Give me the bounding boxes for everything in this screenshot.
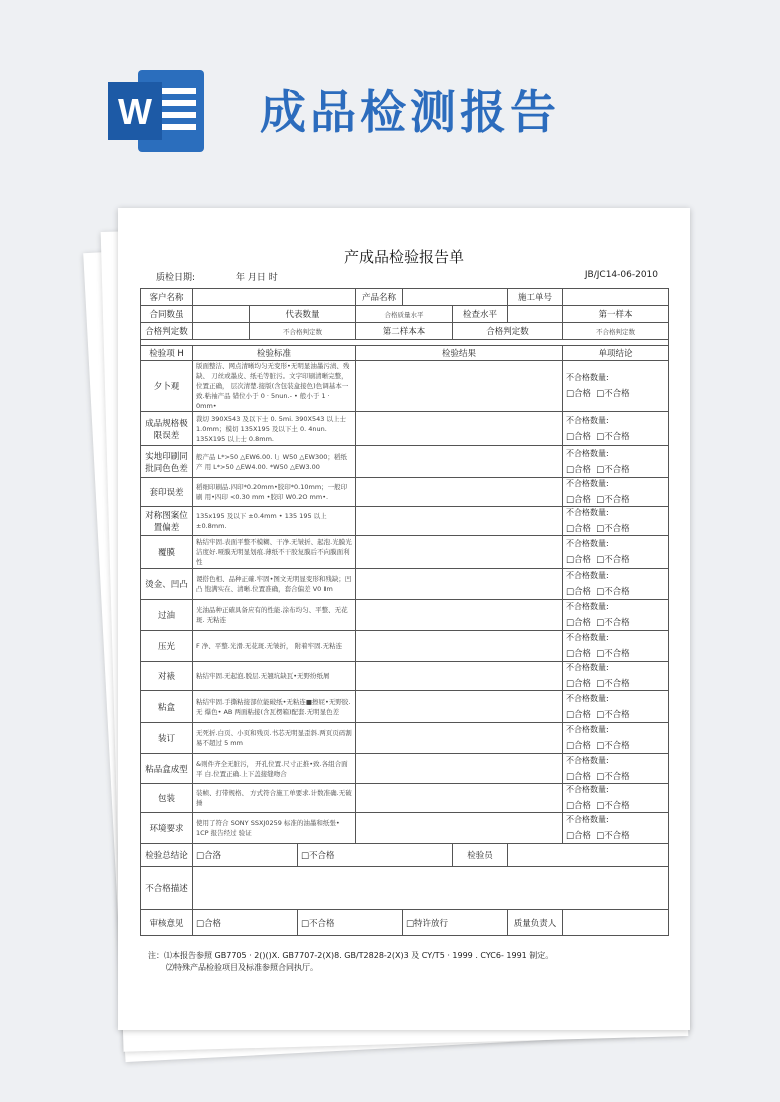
item-conclusion-cell — [563, 446, 669, 478]
inspection-item-name: 包装 — [141, 784, 193, 813]
item-pass-checkbox[interactable]: □合格 — [566, 555, 592, 565]
fail-count-label: 不合格数量: — [566, 539, 609, 548]
item-pass-checkbox[interactable]: □合格 — [566, 709, 592, 720]
inspection-item-name: 覆膜 — [141, 536, 193, 569]
item-conclusion-options — [566, 613, 665, 629]
inspection-item-row — [141, 536, 669, 569]
item-conclusion-options — [566, 767, 665, 783]
inspection-standard-text: 装帧、打带规格、 方式符合施工单要求.计数准确.无破捶 — [193, 784, 356, 813]
item-fail-checkbox[interactable]: □不合格 — [596, 618, 630, 628]
item-conclusion-cell — [563, 813, 669, 844]
inspection-item-row — [141, 691, 669, 723]
inspection-standard-text: 般产品 L*>50 △EW6.00. l」W50 △EW300；稻纸产 用 L*>50 △EW4.00. *W50 △EW3.00 — [193, 446, 356, 478]
item-pass-checkbox[interactable]: □合格 — [566, 649, 592, 659]
inspection-standard-text: 稻细印刷品.四印*0.20mm•胶印*0.10mm；一般印刷 用•四印 <0.30 mm •胶印 W0.2O mm•. — [193, 478, 356, 507]
rejection-number-2-label: 不合格判定数 — [563, 323, 669, 340]
fail-count-label: 不合格数量: — [566, 785, 609, 794]
inspection-item-name: 装订 — [141, 723, 193, 754]
inspection-item-name: 夕卜观 — [141, 361, 193, 412]
item-conclusion-options — [566, 490, 665, 506]
item-fail-checkbox[interactable]: □不合格 — [596, 831, 630, 841]
item-conclusion-options — [566, 384, 665, 400]
item-conclusion-options — [566, 826, 665, 842]
inspection-result-field[interactable] — [356, 662, 563, 691]
fail-count-label: 不合格数量: — [566, 602, 609, 611]
item-conclusion-cell — [563, 754, 669, 784]
inspection-level-label: 检查水平 — [453, 306, 508, 323]
inspection-date-label: 质检日期: — [156, 273, 196, 283]
inspection-item-row — [141, 446, 669, 478]
customer-name-label: 客户名称 — [141, 289, 193, 306]
inspection-result-field[interactable] — [356, 784, 563, 813]
inspection-level-field[interactable] — [508, 306, 563, 323]
item-fail-checkbox[interactable]: □不合格 — [596, 709, 630, 720]
rep-qty-label: 代表数量 — [250, 306, 356, 323]
item-conclusion-cell — [563, 662, 669, 691]
item-column-header: 检验项 H — [141, 346, 193, 361]
svg-text:W: W — [118, 91, 152, 132]
form-row-quantity — [141, 306, 669, 323]
inspection-result-field[interactable] — [356, 600, 563, 631]
overall-conclusion-label: 检验总结论 — [141, 844, 193, 867]
work-order-field[interactable] — [563, 289, 669, 306]
inspection-result-field[interactable] — [356, 478, 563, 507]
inspection-item-name: 套印误差 — [141, 478, 193, 507]
fail-count-label: 不合格数量: — [566, 479, 609, 488]
footnotes — [148, 950, 668, 974]
inspection-item-row — [141, 361, 669, 412]
fail-description-field[interactable] — [193, 867, 669, 910]
item-fail-checkbox[interactable]: □不合格 — [596, 741, 630, 751]
conclusion-column-header: 单项结论 — [563, 346, 669, 361]
footnote-1: 注：⑴本报告参照 GB7705 · 2()()X. GB7707-2(X)8. GB/T2828-2(X)3 及 CY/T5 · 1999 . CYC6- 1991 制定。 — [148, 951, 554, 960]
item-fail-checkbox[interactable]: □不合格 — [596, 801, 630, 811]
inspection-result-field[interactable] — [356, 569, 563, 600]
inspection-item-row — [141, 662, 669, 691]
customer-name-field[interactable] — [193, 289, 356, 306]
inspection-item-name: 粘品盒成型 — [141, 754, 193, 784]
review-pass-checkbox[interactable]: □合格 — [193, 910, 298, 936]
acceptance-number-2-label: 合格判定数 — [453, 323, 563, 340]
inspection-item-name: 过油 — [141, 600, 193, 631]
item-pass-checkbox[interactable]: □合格 — [566, 587, 592, 597]
review-row — [141, 910, 669, 936]
inspection-standard-text: 无死折.白页、小页和残页.书芯无明显歪斜.两页页码割 易不超过 5 mm — [193, 723, 356, 754]
inspection-standard-text: 光油品种正確具备应有的性能.涂布均匀、平整、无花斑. 无粘连 — [193, 600, 356, 631]
inspection-standard-text: 版面整洁、网点清晰均匀无变形•无明显油墨污渍、残缺、 刀丝或墨皮、纸毛等脏污。文字印刷清晰完整，位置正确， 层次清楚.接版(含包装盒接色)色调基本一致.粘袖产品 错位小于 0 · 5nun.- • 般小于 1 · 0mm• — [193, 361, 356, 412]
work-order-label: 施工单号 — [508, 289, 563, 306]
acceptance-number-field[interactable] — [193, 323, 250, 340]
item-conclusion-options — [566, 644, 665, 660]
inspection-item-name: 烫金、凹凸 — [141, 569, 193, 600]
inspection-item-row — [141, 723, 669, 754]
item-fail-checkbox[interactable]: □不合格 — [596, 524, 630, 534]
inspection-standard-text: 谡搭色相、品种正確.牢固•图文无明显变形和残缺；凹凸 饱满实在、清晰.位置准确，套合偏差 V0 Ⅱm — [193, 569, 356, 600]
item-fail-checkbox[interactable]: □不合格 — [596, 771, 630, 782]
inspection-result-field[interactable] — [356, 361, 563, 412]
inspection-item-row — [141, 784, 669, 813]
inspection-result-field[interactable] — [356, 507, 563, 536]
inspection-item-row — [141, 754, 669, 784]
item-fail-checkbox[interactable]: □不合格 — [596, 431, 630, 442]
qa-manager-field[interactable] — [563, 910, 669, 936]
acceptance-number-label: 合格判定数 — [141, 323, 193, 340]
item-conclusion-cell — [563, 691, 669, 723]
item-conclusion-cell — [563, 412, 669, 446]
inspection-standard-text: &则件齐全无脏污， 开孔位置.尺寸正推•致.各组合面平 白.位置正确.上下盖接缝吻合 — [193, 754, 356, 784]
fail-count-label: 不合格数量: — [566, 693, 609, 703]
fail-count-label: 不合格数量: — [566, 448, 609, 458]
result-column-header: 检验结果 — [356, 346, 563, 361]
inspection-result-field[interactable] — [356, 691, 563, 723]
document-code: JB/JC14-06-2010 — [584, 270, 658, 280]
product-name-label: 产品名称 — [356, 289, 403, 306]
item-conclusion-cell — [563, 723, 669, 754]
item-pass-checkbox[interactable]: □合格 — [566, 801, 592, 811]
item-conclusion-options — [566, 550, 665, 566]
inspection-result-field[interactable] — [356, 813, 563, 844]
page-title: 成品检测报告 — [260, 85, 560, 139]
review-label: 审核意见 — [141, 910, 193, 936]
overall-fail-checkbox[interactable]: □不合格 — [298, 844, 453, 867]
inspection-item-name: 粘盒 — [141, 691, 193, 723]
item-conclusion-cell — [563, 631, 669, 662]
item-conclusion-cell — [563, 784, 669, 813]
inspection-form-table — [140, 288, 669, 936]
inspection-item-name: 对裱 — [141, 662, 193, 691]
fail-count-label: 不合格数量: — [566, 415, 609, 425]
inspection-item-name: 成品规格极限误差 — [141, 412, 193, 446]
item-conclusion-cell — [563, 478, 669, 507]
inspection-item-name: 实地印刷同批同色色差 — [141, 446, 193, 478]
item-conclusion-options — [566, 705, 665, 721]
inspection-item-row — [141, 600, 669, 631]
inspection-item-row — [141, 631, 669, 662]
item-conclusion-options — [566, 460, 665, 476]
item-conclusion-cell — [563, 361, 669, 412]
report-sheet — [118, 208, 690, 1030]
item-pass-checkbox[interactable]: □合格 — [566, 618, 592, 628]
inspection-standard-text: 粘结牢固.无起泡.脱层.无翘坑缺瓦•无野纷纸屑 — [193, 662, 356, 691]
standard-column-header: 检验标准 — [193, 346, 356, 361]
inspection-standard-text: F 净、平整.光滑.无花斑.无皱折， 附着牢固.无粘连 — [193, 631, 356, 662]
product-name-field[interactable] — [403, 289, 508, 306]
inspection-result-field[interactable] — [356, 631, 563, 662]
fail-count-label: 不合格数量: — [566, 373, 609, 382]
item-fail-checkbox[interactable]: □不合格 — [596, 649, 630, 659]
fail-description-label: 不合格描述 — [141, 867, 193, 910]
fail-count-label: 不合格数量: — [566, 815, 609, 824]
inspector-field[interactable] — [508, 844, 669, 867]
item-conclusion-options — [566, 674, 665, 690]
inspection-item-name: 压光 — [141, 631, 193, 662]
inspection-result-field[interactable] — [356, 536, 563, 569]
item-conclusion-cell — [563, 536, 669, 569]
item-fail-checkbox[interactable]: □不合格 — [596, 389, 630, 399]
item-fail-checkbox[interactable]: □不合格 — [596, 464, 630, 475]
item-pass-checkbox[interactable]: □合格 — [566, 464, 592, 475]
item-fail-checkbox[interactable]: □不合格 — [596, 495, 630, 505]
fail-count-label: 不合格数量: — [566, 508, 609, 517]
inspection-item-row — [141, 569, 669, 600]
fail-count-label: 不合格数量: — [566, 663, 609, 672]
item-pass-checkbox[interactable]: □合格 — [566, 495, 592, 505]
fail-count-label: 不合格数量: — [566, 725, 609, 734]
contract-qty-label: 合同数虽 — [141, 306, 193, 323]
inspection-date-value: 年 月日 时 — [236, 273, 278, 283]
inspection-result-field[interactable] — [356, 754, 563, 784]
items-header-row — [141, 346, 669, 361]
overall-conclusion-row — [141, 844, 669, 867]
inspection-standard-text: 使用了符合 SONY SSXJ0259 标准的油墨和纸張• 1CP 报告经过 验证 — [193, 813, 356, 844]
inspection-item-name: 对称图案位置偏差 — [141, 507, 193, 536]
item-conclusion-options — [566, 427, 665, 443]
item-conclusion-cell — [563, 569, 669, 600]
item-fail-checkbox[interactable]: □不合格 — [596, 587, 630, 597]
first-sample-label: 第一样本 — [563, 306, 669, 323]
item-pass-checkbox[interactable]: □合格 — [566, 741, 592, 751]
fail-count-label: 不合格数量: — [566, 633, 609, 642]
header-banner — [0, 0, 780, 200]
form-row-judgement — [141, 323, 669, 340]
inspection-standard-text: 粘结牢固.表面平整不模糊、干净.无皱折、起泡.光膜光 洁度好.哑膜无明显划痕.薄纸不干胶复膜后不向膜面利性 — [193, 536, 356, 569]
form-row-customer — [141, 289, 669, 306]
item-conclusion-options — [566, 519, 665, 535]
item-conclusion-cell — [563, 507, 669, 536]
item-pass-checkbox[interactable]: □合格 — [566, 831, 592, 841]
item-conclusion-cell — [563, 600, 669, 631]
review-fail-checkbox[interactable]: □不合格 — [298, 910, 403, 936]
inspection-standard-text: 粘结牢固.手撕粘接部位能破纸•无粘连■擦屁•无野胶.无 爆色• AB 两面粘接(含瓦楞箱)配套.无明显色差 — [193, 691, 356, 723]
inspection-result-field[interactable] — [356, 723, 563, 754]
contract-qty-field[interactable] — [193, 306, 250, 323]
word-document-icon — [108, 68, 208, 154]
item-pass-checkbox[interactable]: □合格 — [566, 771, 592, 782]
footnote-2: ⑵特殊产品检验项目及标准参照合同执厅。 — [166, 963, 318, 972]
fail-description-row — [141, 867, 669, 910]
rejection-number-label: 不合格判定数 — [250, 323, 356, 340]
item-pass-checkbox[interactable]: □合格 — [566, 679, 592, 689]
item-conclusion-options — [566, 736, 665, 752]
qa-manager-label: 质量负责人 — [508, 910, 563, 936]
inspection-item-row — [141, 813, 669, 844]
fail-count-label: 不合格数量: — [566, 755, 609, 765]
second-sample-label: 第二样本本 — [356, 323, 453, 340]
acceptable-quality-level-label: 合格质量水平 — [356, 306, 453, 323]
item-pass-checkbox[interactable]: □合格 — [566, 524, 592, 534]
fail-count-label: 不合格数量: — [566, 571, 609, 580]
overall-pass-checkbox[interactable]: □合洛 — [193, 844, 298, 867]
inspection-standard-text: 裁切 390X543 及以下士 0. 5mi. 390X543 以上士 1.0mm；模切 135X195 及以下土 0. 4nun. 135X195 以上士 0.8mm. — [193, 412, 356, 446]
item-fail-checkbox[interactable]: □不合格 — [596, 679, 630, 689]
item-conclusion-options — [566, 796, 665, 812]
item-conclusion-options — [566, 582, 665, 598]
inspection-item-row — [141, 412, 669, 446]
inspection-item-name: 环境要求 — [141, 813, 193, 844]
item-pass-checkbox[interactable]: □合格 — [566, 431, 592, 442]
inspection-item-row — [141, 478, 669, 507]
item-fail-checkbox[interactable]: □不合格 — [596, 555, 630, 565]
inspection-result-field[interactable] — [356, 446, 563, 478]
special-release-checkbox[interactable]: □特许放行 — [403, 910, 508, 936]
inspection-result-field[interactable] — [356, 412, 563, 446]
inspection-item-row — [141, 507, 669, 536]
inspection-standard-text: 135x195 及以下 ±0.4mm • 135 195 以上 ±0.8mm. — [193, 507, 356, 536]
form-title: 产成品检验报告单 — [343, 248, 464, 266]
item-pass-checkbox[interactable]: □合格 — [566, 389, 592, 399]
inspector-label: 检验员 — [453, 844, 508, 867]
